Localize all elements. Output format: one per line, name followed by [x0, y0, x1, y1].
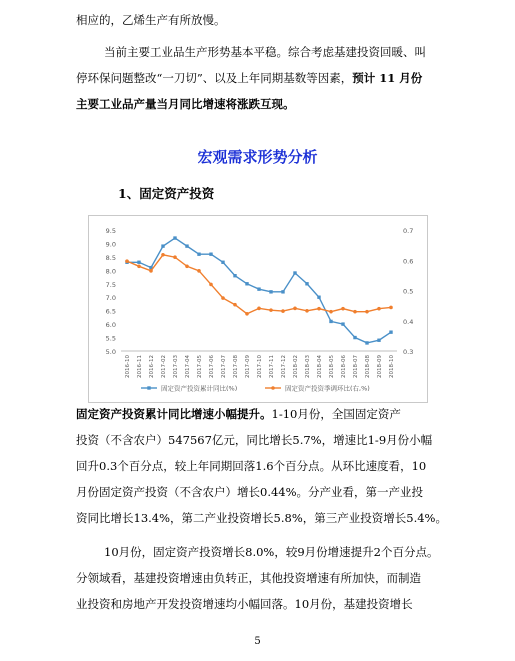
x-tick-label: 2017-02: [161, 355, 167, 378]
page-number: 5: [254, 636, 261, 647]
x-tick-label: 2018-09: [377, 355, 383, 378]
data-point: [173, 236, 176, 239]
x-tick-label: 2018-03: [305, 355, 311, 378]
body-line: 回升0.3个百分点，较上年同期回落1.6个百分点。从环比速度看，10: [76, 459, 427, 473]
data-point: [125, 259, 129, 263]
fixed-asset-investment-chart: [89, 216, 427, 402]
body-line: 月份固定资产投资（不含农户）增长0.44%。分产业看，第一产业投: [76, 485, 424, 499]
paragraph-bold-text: 预计 11 月份: [352, 71, 423, 85]
data-point: [233, 303, 237, 307]
x-tick-label: 2016-11: [137, 355, 143, 378]
data-point: [269, 290, 272, 293]
body-line: [76, 407, 401, 421]
data-point: [221, 261, 224, 264]
x-tick-label: 2017-06: [209, 355, 215, 378]
data-point: [317, 307, 321, 311]
data-point: [341, 322, 344, 325]
x-tick-label: 2017-07: [221, 355, 227, 378]
data-point: [209, 253, 212, 256]
data-point: [257, 307, 261, 311]
data-point: [185, 265, 189, 269]
data-point: [329, 320, 332, 323]
body-line: 分领域看，基建投资增速由负转正，其他投资增速有所加快，而制造: [76, 571, 421, 585]
paragraph-line: [76, 71, 422, 85]
paragraph-text: 停环保问题整改“一刀切”、以及上年同期基数等因素，: [76, 71, 353, 85]
x-tick-label: 2016-12: [149, 355, 155, 378]
data-point: [245, 282, 248, 285]
y-left-tick-label: 6.0: [105, 321, 116, 330]
y-right-tick-label: 0.3: [403, 348, 414, 356]
data-point: [365, 310, 369, 314]
data-point: [197, 269, 201, 273]
body-text: 1-10月份，全国固定资产: [271, 407, 401, 421]
y-left-tick-label: 5.5: [105, 334, 116, 343]
data-point: [293, 307, 297, 311]
data-point: [389, 306, 393, 310]
data-point: [209, 283, 213, 287]
y-left-tick-label: 8.5: [105, 253, 116, 262]
legend-label: 固定资产投资季调环比(右,%): [285, 384, 370, 393]
data-point: [233, 274, 236, 277]
x-tick-label: 2018-06: [341, 355, 347, 378]
body-line: 业投资和房地产开发投资增速均小幅回落。10月份，基建投资增长: [76, 597, 413, 611]
data-point: [221, 296, 225, 300]
y-left-tick-label: 6.5: [105, 307, 116, 316]
y-right-tick-label: 0.6: [403, 257, 414, 266]
subsection-title: 1、固定资产投资: [118, 186, 215, 201]
x-tick-label: 2018-07: [353, 355, 359, 378]
data-point: [137, 265, 141, 269]
x-tick-label: 2018-10: [389, 355, 395, 378]
y-right-tick-label: 0.7: [403, 227, 414, 235]
data-point: [377, 307, 381, 311]
body-line: 资同比增长13.4%，第二产业投资增长5.8%，第三产业投资增长5.4%。: [76, 511, 447, 525]
x-tick-label: 2017-03: [173, 355, 179, 378]
body-line: 投资（不含农户）547567亿元，同比增长5.7%，增速比1-9月份小幅: [76, 433, 433, 447]
y-left-tick-label: 9.0: [105, 240, 116, 249]
data-point: [161, 244, 164, 247]
data-point: [257, 287, 260, 290]
paragraph-line: 相应的，乙烯生产有所放慢。: [76, 13, 226, 27]
x-tick-label: 2016-10: [125, 355, 131, 378]
data-point: [173, 255, 177, 259]
x-tick-label: 2017-05: [197, 355, 203, 378]
body-line: 10月份，固定资产投资增长8.0%，较9月份增速提升2个百分点。: [104, 545, 439, 559]
y-left-tick-label: 7.0: [105, 294, 116, 303]
data-point: [197, 253, 200, 256]
y-left-tick-label: 5.0: [105, 348, 116, 356]
x-tick-label: 2017-11: [269, 355, 275, 378]
legend-marker: [147, 386, 150, 389]
data-point: [389, 330, 392, 333]
data-point: [161, 253, 165, 257]
x-tick-label: 2017-12: [281, 355, 287, 378]
data-point: [341, 307, 345, 311]
data-point: [269, 308, 273, 312]
x-tick-label: 2017-08: [233, 355, 239, 378]
data-point: [281, 309, 285, 313]
data-point: [365, 341, 368, 344]
data-point: [293, 271, 296, 274]
y-left-tick-label: 7.5: [105, 280, 116, 289]
data-point: [281, 290, 284, 293]
legend-label: 固定资产投资累计同比(%): [161, 384, 238, 393]
data-point: [149, 269, 153, 273]
data-point: [245, 312, 249, 316]
x-tick-label: 2017-04: [185, 355, 191, 378]
data-point: [185, 244, 188, 247]
x-tick-label: 2018-04: [317, 355, 323, 378]
chart-frame: [88, 215, 428, 403]
x-tick-label: 2017-09: [245, 355, 251, 378]
x-tick-label: 2018-05: [329, 355, 335, 378]
section-title: 宏观需求形势分析: [197, 148, 318, 166]
y-right-tick-label: 0.4: [403, 317, 414, 326]
x-tick-label: 2018-08: [365, 355, 371, 378]
data-point: [305, 282, 308, 285]
y-left-tick-label: 8.0: [105, 267, 116, 276]
x-tick-label: 2018-02: [293, 355, 299, 378]
x-tick-label: 2017-10: [257, 355, 263, 378]
paragraph-line: 当前主要工业品生产形势基本平稳。综合考虑基建投资回暖、叫: [104, 45, 426, 59]
series-line: [127, 255, 391, 314]
y-right-tick-label: 0.5: [403, 287, 414, 296]
data-point: [329, 310, 333, 314]
data-point: [305, 309, 309, 313]
data-point: [377, 339, 380, 342]
paragraph-bold-line: 主要工业品产量当月同比增速将涨跌互现。: [76, 97, 295, 111]
data-point: [137, 261, 140, 264]
y-left-tick-label: 9.5: [105, 227, 116, 235]
body-bold-text: 固定资产投资累计同比增速小幅提升。: [76, 407, 272, 421]
data-point: [353, 310, 357, 314]
data-point: [353, 336, 356, 339]
data-point: [317, 296, 320, 299]
legend-marker: [271, 386, 275, 390]
